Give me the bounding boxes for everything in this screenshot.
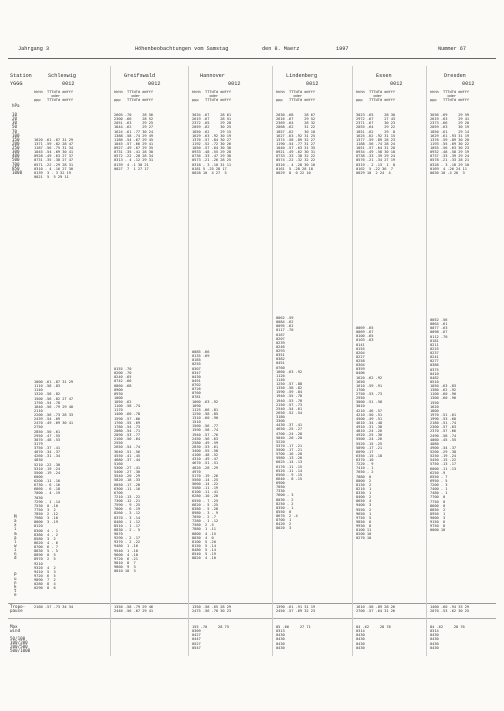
column-head: hhhh TTTdTd ddfff oder ppp TTTdTd ddfff xyxy=(34,90,74,103)
column-head: hhhh TTTdTd ddfff oder ppp TTTdTd ddfff xyxy=(192,90,232,103)
trop-essen: 1610 -58 -89 28 26 2700 -57 -64 31 26 xyxy=(356,605,396,614)
volume-label: Jahrgang 3 xyxy=(18,46,50,52)
column-separator xyxy=(426,66,427,656)
header-rule xyxy=(8,58,496,59)
sig-wind-labels: M a x i m a l w i n d P u n k t e xyxy=(14,514,17,598)
station-time: 0012 xyxy=(306,81,319,87)
column-head: hhhh TTTdTd ddfff oder ppp TTTdTd ddfff xyxy=(114,90,154,103)
std-levels-schleswig: 1620 -61 -87 31 29 1371 -59 -82 28 47 1187 -56 -75 31 34 1045 -54 -69 30 41 0928 -49 -63 27 37 0731 -35 -38 27 47 0571 -22 -29 28 31 0310 - 4 -16 27 30 0139 3 - 3 32 19 0021 5 5 29 11 xyxy=(34,137,74,179)
station-time: 0012 xyxy=(62,81,75,87)
std-levels-greifswald: 2605 -70 28 56 2300 -66 28 52 2051 -63 29 25 1844 -62 29 27 1624 -61 -77 30 24 1388 -58 -74 29 49 1186 -54 -67 29 45 1045 -57 -66 29 41 0927 -49 -67 29 35 0731 -35 -41 28 30 0572 -22 -28 28 34 0313 - 4 -12 29 31 0139 4 -1 30 21 0027 7 1 27 17 xyxy=(114,113,154,171)
station-label: Station xyxy=(10,73,32,79)
sig-levels-hannover: 0085 -66 0135 -69 0185 0255 0307 0347 0430 0491 0702 0726 0760 0781 1060 -63 -92 1090 1125 -66 -81 1250 -58 -85 1310 -60 -90 1510 1560 -56 -77 1590 -58 -74 1940 -57 -76 2450 -56 -63 2580 -49 -59 2830 -53 -61 3400 -55 -58 4100 -48 -52 4310 -49 -47 4670 -51 -51 4820 -28 -29 4970 5170 -19 -26 5560 -14 -25 5660 -14 -22 5580 -11 -19 6100 -11 -41 6280 -10 -26 6550 - 7 -25 6820 - 5 -25 8380 - 5 -28 8980 - 3 - 9 7050 - 2 -7 7280 - 1 -12 7580 2 -5 7880 1 -11 8000 4 -15 8030 4 0 8100 5 -20 8150 5 -14 8480 5 -14 8540 5 -19 8820 4 -10 xyxy=(192,350,219,561)
sig-levels-schleswig: 1000 -61 -87 31 29 1110 -58 -83 1140 1320 -58 -82 1500 -56 -82 27 47 1750 -54 -78 1840 -56 -79 29 40 2110 2200 -56 -73 28 33 2439 -54 -69 2470 -49 -69 30 41 2750 2850 -50 -61 2950 -47 -55 3070 -48 -53 3179 3750 -37 -41 4070 -34 -37 4260 -31 -34 4830 5210 -22 -30 5310 -19 -24 5500 -19 -24 6000 6200 -11 -16 6730 - 6 -16 6860 - 6 -18 7000 - 4 -19 7030 7290 - 1 -14 7530 0 -10 7750 3 2 7850 2 -12 7980 3 -10 8000 3 -19 8120 8300 4 - 1 8380 4 - 2 8580 3 2 8620 4 - 6 8700 6 - 7 8830 5 - 5 8890 0 5 8970 2 5 9210 9320 4 2 9410 5 3 9720 6 5 9890 7 2 0280 8 4 0290 8 6 xyxy=(34,380,74,591)
layer-labels: 50/100 100/200 200/500 500/1000 xyxy=(10,636,31,654)
maxwind-hannover: 155 -70 28 75 0309 0427 0447 0527 0547 xyxy=(192,625,229,650)
station-time: 0012 xyxy=(462,81,475,87)
trop-dresden: 1460 -60 -94 33 29 2070 -53 -62 30 25 xyxy=(430,605,470,614)
sig-levels-lindenberg: 0062 -59 0084 -62 0095 -62 0117 -70 0167 0207 0239 0246 0293 0351 0382 0451 0760 1060 -63 -92 1120 1140 1250 -57 -88 1350 -58 -82 1590 -59 -84 1940 -55 -78 1940 -53 -78 2150 -57 -73 2540 -54 -61 2650 -52 -54 3180 3300 4430 -37 -41 4650 -25 -27 4700 -24 -28 5040 -20 -20 5220 5370 -17 -21 5500 -17 -21 5700 -16 -20 5980 -13 -20 6025 -14 -13 6170 -11 -15 6520 -11 -14 6560 - 9 -15 6640 - 8 -15 6900 7050 7330 7600 - 3 8030 - 2 8250 - 2 8350 - 1 8550 0 8670 2 -4 8700 1 8420 2 8020 3 xyxy=(276,316,303,531)
sig-levels-dresden: 0052 -56 0064 -61 0077 -63 0098 -67 0112 -70 0181 0211 0225 0237 0241 0277 0386 0375 0410 0482 0510 1050 -63 -83 1380 -62 -92 1100 -60 -90 1300 -60 -90 1550 1620 1800 1970 -51 -61 1990 -53 -60 2180 -51 -74 2300 -57 -63 2370 -57 -66 2490 -58 -74 4060 -45 -55 4080 4900 -34 -37 5200 -29 -38 5250 -19 -24 5450 -15 -22 5750 -13 -17 6000 -11 -13 6250 -9 6550 - 7 6950 - 5 7200 - 3 7400 - 1 7480 - 1 7700 0 7750 0 8600 0 8850 2 8950 1 9000 3 9150 6 9750 8 0000 10 xyxy=(430,318,457,533)
sheet-date: den 8. Maerz xyxy=(262,46,300,52)
column-separator xyxy=(272,66,273,656)
tropopause-label: Tropo- pause xyxy=(10,604,26,614)
maxwind-dresden: 84 -62 28 76 0314 0430 0430 0430 0430 xyxy=(430,625,465,650)
trop-hannover: 1350 -58 -65 28 29 2475 -56 -70 30 23 xyxy=(192,605,232,614)
station-name: Greifswald xyxy=(124,73,156,79)
trop-lindenberg: 1390 -61 -91 31 19 2450 -57 -69 32 23 xyxy=(276,605,316,614)
station-time: 0012 xyxy=(228,81,241,87)
trop-schleswig: 2160 -57 -73 34 34 xyxy=(34,605,74,609)
pressure-levels: 10 20 30 50 70 100 150 200 250 300 400 500 700 850 1000 xyxy=(12,112,23,175)
station-name: Essen xyxy=(376,73,392,79)
column-head: hhhh TTTdTd ddfff oder ppp TTTdTd ddfff xyxy=(356,90,396,103)
hpa-label: hPa xyxy=(12,103,20,108)
station-time: 0012 xyxy=(148,81,161,87)
trop-rule xyxy=(8,603,496,604)
yggg-label: YGGG xyxy=(10,81,23,87)
station-name: Dresden xyxy=(444,73,466,79)
sheet-number: Nummer 67 xyxy=(438,46,467,52)
maxwind-essen: 84 -62 28 78 0314 0430 0430 0430 0430 xyxy=(356,625,391,650)
column-separator xyxy=(110,66,111,656)
column-head: hhhh TTTdTd ddfff oder ppp TTTdTd ddfff xyxy=(430,90,470,103)
station-name: Hannover xyxy=(200,73,225,79)
sig-levels-greifswald: 0155 -70 0200 -70 0240 -65 0742 -66 0860 -68 0900 0930 1000 1050 -62 1100 -58 -74 1170 1400 -60 -78 1590 -57 -66 1760 -55 -69 1780 -54 -73 2080 -54 -71 2090 -53 -77 2160 -50 -64 2550 2650 -54 -74 3640 -51 -56 4550 -41 -45 4680 -37 -44 5160 5300 -27 -41 5400 -27 -30 5540 -20 -29 5820 -18 -33 6050 -17 -28 6300 -11 -16 6700 7210 -13 -22 7300 -12 -21 7590 - 9 -25 7800 - 6 -19 8260 - 3 -12 8370 - 3 -14 8460 - 1 -12 8510 - 1 -17 8830 - 2 - 5 9070 9290 - 2 -17 9370 - 2 -22 9460 1 -16 9540 1 -18 9600 4 -10 9720 6 -21 9810 8 7 9860 9 3 0010 10 3 xyxy=(114,367,141,574)
std-levels-essen: 3023 -65 28 30 2972 -67 27 43 2371 -67 30 23 2055 -64 29 22 1851 -62 29 8 1625 -62 -92 31 15 1377 -59 -89 28 23 1188 -56 -74 28 24 1051 -57 -64 31 20 0934 -49 -58 30 18 0738 -33 -39 29 24 0576 -21 -34 27 19 0319 - 2 -13 1 8 0162 5 -22 36 7 0029 10 2 24 4 xyxy=(356,113,396,175)
maxwind-rule xyxy=(8,618,496,619)
column-head: hhhh TTTdTd ddfff oder ppp TTTdTd ddfff xyxy=(276,90,316,103)
column-separator xyxy=(188,66,189,656)
sig-levels-essen: 0069 -65 0069 -67 0100 -65 0103 -63 0141 0155 0204 0227 0258 0304 0359 0406 1620 -62 -92 1650 1610 -59 -91 1700 2750 -53 -73 2950 3000 -51 -58 3010 4210 -46 -57 4210 -50 -51 4500 -49 -51 4610 -34 -48 4910 -31 -38 4810 -24 -26 4920 -25 -30 5500 -24 -26 5520 -15 -25 5890 -17 -21 6090 -17 6350 -15 -18 6370 -10 7220 - 9 7410 - 1 7650 - 2 7880 0 8000 2 8130 2 8210 1 8330 1 8400 2 8650 4 9400 3 9550 2 9650 1 9750 5 9850 6 9930 8 0100 11 0200 10 0270 10 xyxy=(356,326,383,541)
station-time: 0012 xyxy=(390,81,403,87)
maxwind-lindenberg: 85 -66 27 71 0313 0430 0430 0430 0430 xyxy=(276,625,311,650)
std-levels-lindenberg: 2030 -68 28 67 2616 -67 29 52 2369 -64 28 32 2068 -62 31 22 1857 -62 30 18 1627 -63 -92 31 25 1374 -58 -89 32 27 1190 -54 -77 31 27 1040 -57 -63 31 35 0921 -49 -62 30 31 0733 -33 -38 32 22 0574 -22 -32 32 22 0316 - 4 -28 30 10 0161 5 -28 28 18 0029 8 0 22 10 xyxy=(276,113,316,175)
sheet-title: Höhenbeobachtungen vom Samstag xyxy=(135,46,229,52)
std-levels-dresden: 3036 -69 29 59 2619 -63 29 41 2373 -66 29 20 2059 -63 30 19 1850 -61 29 14 1629 -61 -93 31 19 1376 -59 -89 30 20 1193 -55 -69 30 22 1055 -56 -63 30 23 0932 -48 -58 29 19 0737 -33 -39 29 24 0578 -21 -33 28 21 0328 - 3 -18 29 10 0169 4 -26 24 11 0030 10 -4 26 3 xyxy=(430,113,470,175)
station-name: Lindenberg xyxy=(286,73,318,79)
std-levels-hannover: 3034 -67 28 61 2619 -67 28 51 2372 -65 29 28 2059 -62 30 25 1850 -62 29 15 1629 -63 -92 30 19 1376 -57 -84 30 27 1192 -52 -72 30 26 1050 -57 -64 30 30 0933 -48 -55 29 28 0736 -33 -47 29 30 0573 -21 -26 28 25 0318 - 3 -10 31 11 0181 5 -25 28 17 0028 10 4 27 5 xyxy=(192,113,232,175)
maxwind-label: Max wind xyxy=(10,624,21,634)
column-separator xyxy=(352,66,353,656)
station-name: Schleswig xyxy=(48,73,77,79)
sheet-year: 1997 xyxy=(336,46,349,52)
trop-greifswald: 1350 -58 -79 29 46 2440 -56 -67 29 41 xyxy=(114,605,154,614)
